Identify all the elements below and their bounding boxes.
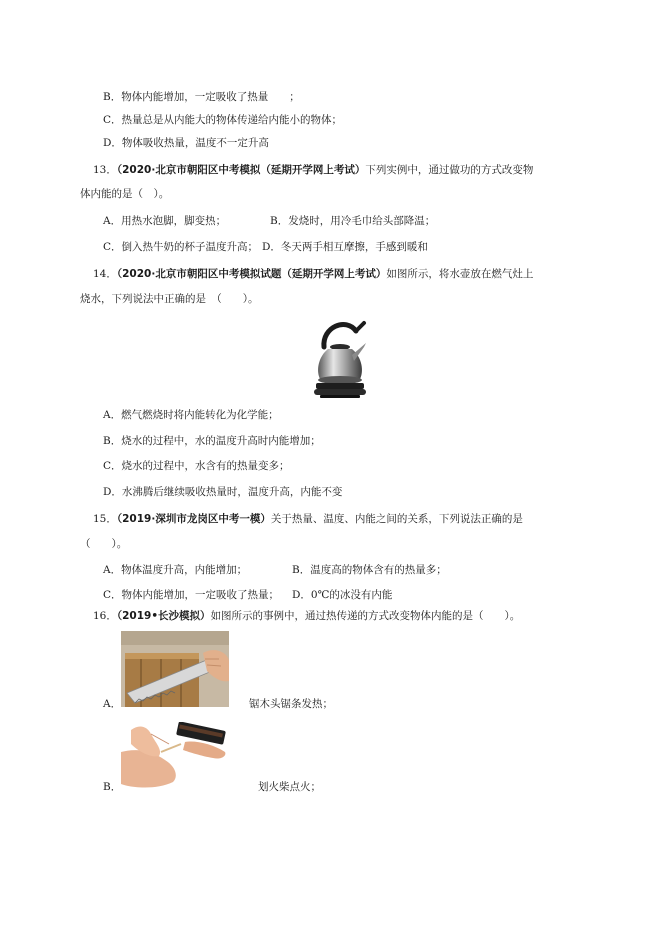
q15-stem-cont: （ ）。 [80, 538, 128, 550]
q13-source: （2020·北京市朝阳区中考模拟（延期开学网上考试） [116, 164, 366, 176]
striking-match-figure [121, 722, 231, 790]
q16-option-b-letter: B． [103, 781, 122, 793]
q16-stem [93, 609, 520, 623]
q13-text: 下列实例中，通过做功的方式改变物 [365, 164, 534, 176]
q13-number: 13． [93, 164, 117, 176]
q15-option-b: B．温度高的物体含有的热量多； [292, 564, 447, 576]
sawing-wood-figure [121, 631, 229, 707]
q14-source: （2020·北京市朝阳区中考模拟试题（延期开学网上考试） [116, 268, 387, 280]
q15-option-d: D．0℃的冰没有内能 [292, 589, 393, 601]
q15-text: 关于热量、温度、内能之间的关系，下列说法正确的是 [270, 513, 523, 525]
q14-option-d: D．水沸腾后继续吸收热量时，温度升高，内能不变 [103, 486, 343, 498]
q16-option-a-letter: A． [103, 698, 122, 710]
q13-stem [93, 163, 533, 177]
q13-option-c: C．倒入热牛奶的杯子温度升高； [103, 241, 259, 253]
q16-text: 如图所示的事例中，通过热传递的方式改变物体内能的是（ ）。 [210, 610, 521, 622]
q14-number: 14． [93, 268, 117, 280]
q12-option-d: D．物体吸收热量，温度不一定升高 [103, 137, 269, 149]
q16-option-a-caption: 锯木头锯条发热； [249, 698, 333, 710]
q16-option-b-caption: 划火柴点火； [258, 781, 321, 793]
q13-option-a: A．用热水泡脚，脚变热； [103, 215, 227, 227]
q14-option-c: C．烧水的过程中，水含有的热量变多； [103, 460, 290, 472]
q13-option-b: B．发烧时，用冷毛巾给头部降温； [270, 215, 436, 227]
kettle-on-stove-figure [312, 313, 368, 399]
q13-stem-cont: 体内能的是（ ）。 [80, 188, 170, 200]
q14-option-b: B．烧水的过程中，水的温度升高时内能增加； [103, 435, 321, 447]
q14-stem-cont: 烧水，下列说法中正确的是 （ ）。 [80, 293, 259, 305]
q16-source: （2019•长沙模拟） [116, 610, 211, 622]
q15-option-c: C．物体内能增加，一定吸收了热量； [103, 589, 280, 601]
q13-option-d: D．冬天两手相互摩擦，手感到暖和 [262, 241, 428, 253]
q15-stem [93, 512, 523, 526]
q15-number: 15． [93, 513, 117, 525]
q14-option-a: A．燃气燃烧时将内能转化为化学能； [103, 409, 279, 421]
q16-number: 16． [93, 610, 117, 622]
q14-text: 如图所示，将水壶放在燃气灶上 [386, 268, 534, 280]
q12-option-b: B．物体内能增加，一定吸收了热量 ； [103, 91, 300, 103]
q15-option-a: A．物体温度升高，内能增加； [103, 564, 248, 576]
q14-stem [93, 267, 533, 281]
q12-option-c: C．热量总是从内能大的物体传递给内能小的物体； [103, 114, 343, 126]
q15-source: （2019·深圳市龙岗区中考一模） [116, 513, 271, 525]
